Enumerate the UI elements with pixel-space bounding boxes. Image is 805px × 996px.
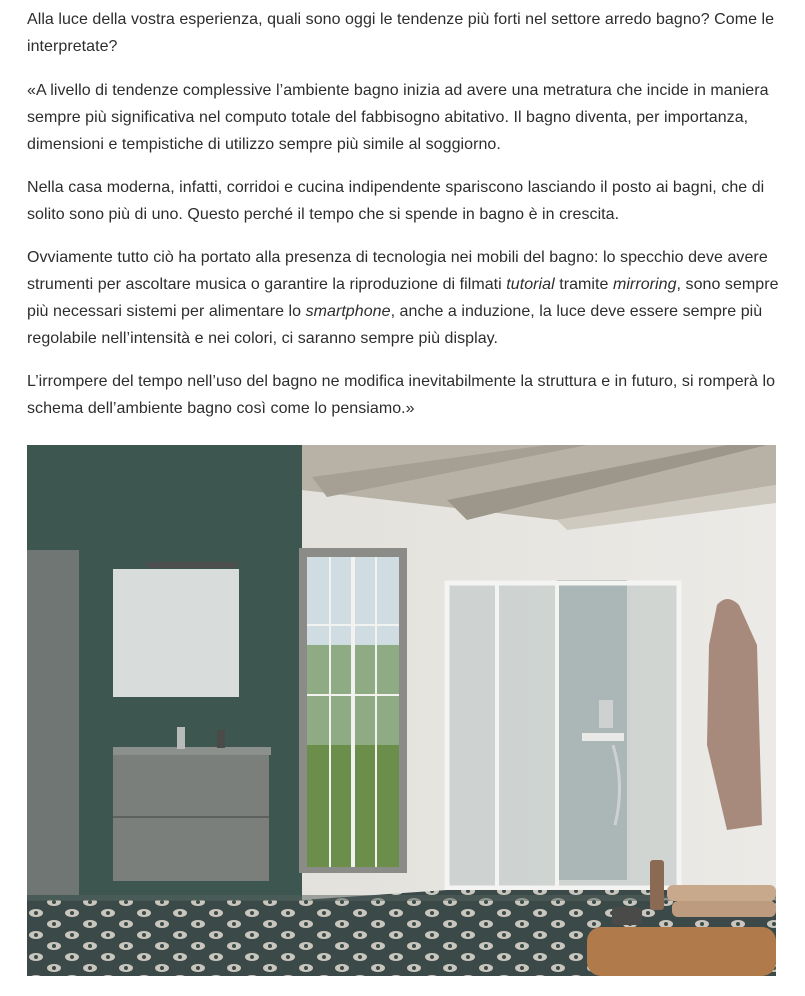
italic-term-mirroring: mirroring [612,276,677,293]
answer-paragraph-2: Nella casa moderna, infatti, corridoi e cucina indipendente spariscono lasciando il posto ai bagni, che di solito sono più di uno. Questo perché il tempo che si spende in bagno è in crescita. [27,179,765,223]
folded-towel [667,885,776,901]
italic-term-tutorial: tutorial [506,276,555,293]
shower-glass [447,583,679,888]
shower-shelf [582,733,624,741]
toiletry-bottle [650,860,664,910]
answer-text: Ovviamente tutto ciò ha portato alla presenza di tecnologia nei mobili del bagno: lo specchio deve avere strumenti per ascoltare musica o garantire la riproduzione di filmati [27,249,768,293]
vanity-top [113,747,271,755]
answer-text: , sono sempre più necessari sistemi per alimentare lo [27,276,779,320]
wooden-stool [587,927,776,976]
shower-mixer [599,700,613,728]
faucet [177,727,185,749]
italic-term-smartphone: smartphone [305,303,391,320]
mirror [113,569,239,697]
mirror-lamp [147,562,237,568]
toiletry-jar [612,907,642,925]
interview-question: Alla luce della vostra esperienza, quali sono oggi le tendenze più forti nel settore arredo bagno? Come le interpretate? [27,11,775,55]
answer-paragraph-4: L’irrompere del tempo nell’uso del bagno ne modifica inevitabilmente la struttura e in futuro, si romperà lo schema dell’ambiente bagno così come lo pensiamo.» [27,373,776,417]
article-body [27,6,779,422]
tall-cabinet [27,550,79,895]
bathroom-illustration [27,445,776,976]
bathroom-photo [27,445,776,976]
folded-towel [672,901,776,917]
answer-text: tramite [554,276,613,293]
soap-bottle [217,730,225,748]
answer-paragraph-3 [27,244,779,352]
answer-paragraph-1: «A livello di tendenze complessive l’ambiente bagno inizia ad avere una metratura che incide in maniera sempre più significativa nel computo totale del fabbisogno abitativo. Il bagno diventa, per importanza, dimensioni e tempistiche di utilizzo sempre più simile al soggiorno. [27,82,769,153]
answer-text: , anche a induzione, la luce deve essere sempre più regolabile nell’intensità e nei colori, ci saranno sempre più display. [27,303,763,347]
